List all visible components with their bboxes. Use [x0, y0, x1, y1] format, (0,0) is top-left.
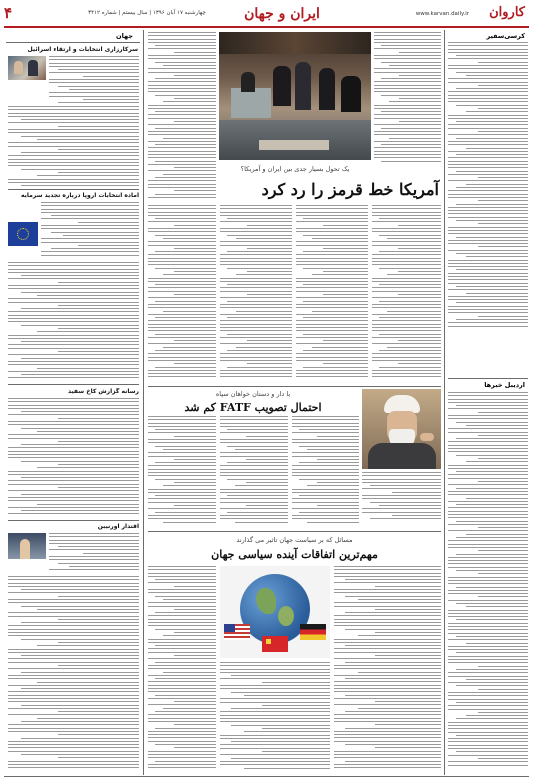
right-col-label-2: اردیبل خبرها — [484, 381, 525, 389]
website-url[interactable]: www.karvan.daily.ir — [415, 11, 469, 17]
section-title: ایران و جهان — [244, 6, 320, 22]
world-head-1: سرکارزاری انتخابات و ارتقاء اسرائیل — [27, 46, 138, 53]
center-top-text-left — [148, 32, 216, 202]
second-story-col-1 — [148, 416, 216, 528]
main-story-col-2 — [220, 205, 292, 383]
third-story-col-3 — [334, 566, 441, 774]
main-story-col-3 — [296, 205, 368, 383]
world-text-1b — [8, 106, 139, 188]
globe-flags-photo — [220, 566, 330, 658]
world-text-2b — [8, 262, 139, 382]
parliament-photo — [219, 32, 371, 160]
world-section-label: جهان — [116, 32, 133, 40]
world-label-rule — [6, 42, 140, 43]
second-story-kicker: با دار و دستان خواهان سپاه — [215, 390, 291, 398]
column-divider-left — [143, 30, 144, 775]
world-text-4b — [8, 576, 139, 774]
world-text-2 — [41, 202, 139, 260]
right-col-label-1: کرسی‌سفیر — [486, 32, 525, 40]
column-divider-right — [444, 30, 445, 775]
third-story-col-1 — [148, 566, 216, 774]
center-divider-2 — [148, 531, 441, 532]
center-top-text-right — [374, 32, 441, 164]
cleric-caption — [362, 472, 441, 522]
bottom-rule — [4, 776, 529, 777]
second-story-col-2 — [220, 416, 288, 528]
world-text-3 — [8, 398, 139, 518]
world-head-2: آماده انتخابات اروپا درباره تجدید سرمایه — [21, 192, 139, 199]
world-text-1 — [49, 56, 139, 104]
cleric-photo — [362, 389, 441, 469]
third-story-col-2-bottom — [220, 662, 330, 774]
main-story-col-4 — [372, 205, 441, 383]
third-story-headline: مهم‌ترین اتفاقات آینده سیاسی جهان — [211, 548, 378, 561]
second-story-col-3 — [292, 416, 359, 528]
right-col-text-1 — [448, 42, 528, 332]
world-text-4 — [49, 533, 139, 573]
main-story-kicker: یک تحول بسیار جدی بین ایران و آمریکا؟ — [240, 165, 350, 173]
center-divider-1 — [148, 386, 441, 387]
header-rule — [4, 26, 529, 28]
right-col-divider — [448, 378, 528, 379]
world-photo-2-flag — [8, 222, 38, 246]
page-number: ۴ — [4, 4, 13, 22]
date-line: چهارشنبه ۱۷ آبان ۱۳۹۶ | سال بیستم | شماره ۳۴۱۲ — [88, 10, 206, 16]
world-divider-2 — [8, 384, 139, 385]
second-story-headline: احتمال تصویب FATF کم شد — [184, 401, 322, 414]
main-story-headline: آمریکا خط قرمز را رد کرد — [261, 180, 439, 199]
world-divider-1 — [8, 189, 139, 190]
third-story-kicker: مسائل که بر سیاست جهان تاثیر می گذارند — [236, 536, 353, 544]
main-story-col-1 — [148, 205, 216, 383]
right-col-text-2 — [448, 392, 528, 774]
world-head-4: اقتدار اورنیبن — [97, 523, 139, 530]
world-divider-3 — [8, 520, 139, 521]
world-photo-1 — [8, 56, 46, 80]
newspaper-logo: کاروان — [489, 5, 525, 20]
world-head-3: رسانه گزارش کاخ سفید — [68, 388, 139, 395]
world-photo-3 — [8, 533, 46, 559]
